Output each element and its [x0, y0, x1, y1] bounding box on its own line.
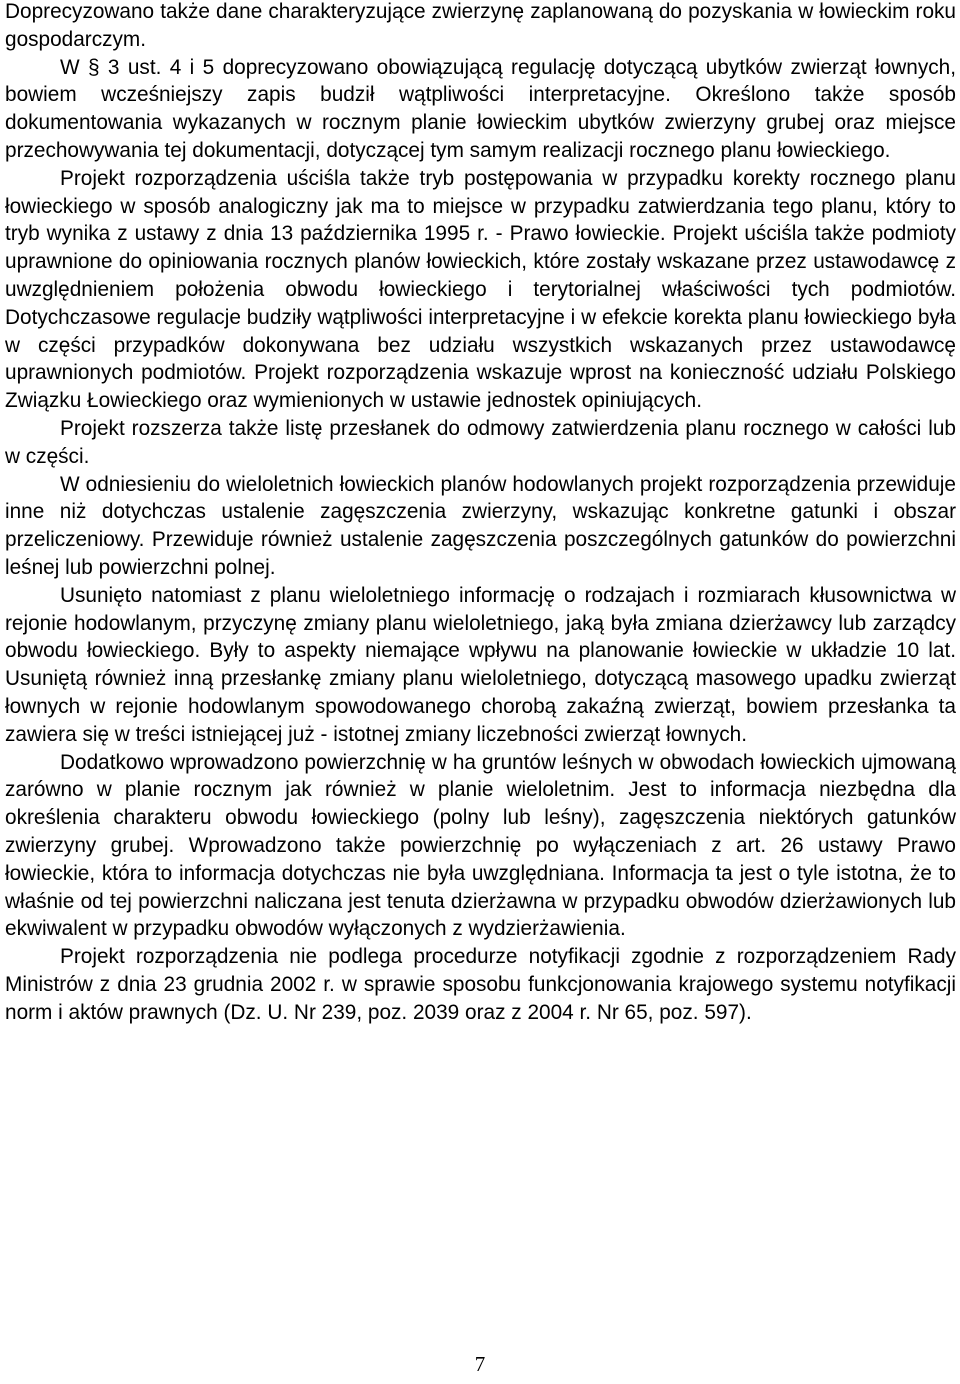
paragraph-4: Projekt rozszerza także listę przesłanek do odmowy zatwierdzenia planu rocznego w całości lub w części. [5, 416, 956, 468]
paragraph-6: Usunięto natomiast z planu wieloletniego informację o rodzajach i rozmiarach kłusownictwa w rejonie hodowlanym, przyczynę zmiany planu wieloletniego, jaką była zmiana dzierżawcy lub zarządcy obwodu łowieckiego. Były to aspekty niemające wpływu na planowanie łowieckie w układzie 10 lat. Usuniętą również inną przesłankę zmiany planu wieloletniego, dotyczącą masowego upadku zwierząt łownych w rejonie hodowlanym spowodowanego chorobą zakaźną zwierząt, bowiem przesłanka ta zawiera się w treści istniejącej już - istotnej zmiany liczebności zwierząt łownych. [5, 583, 956, 746]
paragraph-8: Projekt rozporządzenia nie podlega procedurze notyfikacji zgodnie z rozporządzeniem Rady Ministrów z dnia 23 grudnia 2002 r. w sprawie sposobu funkcjonowania krajowego systemu notyfikacji norm i aktów prawnych (Dz. U. Nr 239, poz. 2039 oraz z 2004 r. Nr 65, poz. 597). [5, 945, 956, 1024]
page-number: 7 [474, 1352, 486, 1376]
paragraph-7: Dodatkowo wprowadzono powierzchnię w ha gruntów leśnych w obwodach łowieckich ujmowaną zarówno w planie rocznym jak również w planie wieloletnim. Jest to informacja niezbędna dla określenia charakteru obwodu łowieckiego (polny lub leśny), zagęszczenia niektórych gatunków zwierzyny grubej. Wprowadzono także powierzchnię po wyłączeniach z art. 26 ustawy Prawo łowieckie, która to informacja dotychczas nie była uwzględniana. Informacja ta jest o tyle istotna, że to właśnie od tej powierzchni naliczana jest tenuta dzierżawna w przypadku obwodów dzierżawionych lub ekwiwalent w przypadku obwodów wyłączonych z wydzierżawienia. [5, 750, 956, 941]
paragraph-5: W odniesieniu do wieloletnich łowieckich planów hodowlanych projekt rozporządzenia przewiduje inne niż dotychczas ustalenie zagęszczenia zwierzyny, wskazując konkretne gatunki i obszar przeliczeniowy. Przewiduje również ustalenie zagęszczenia poszczególnych gatunków do powierzchni leśnej lub powierzchni polnej. [5, 472, 956, 579]
document-body [5, 0, 956, 1026]
paragraph-1: Doprecyzowano także dane charakteryzujące zwierzynę zaplanowaną do pozyskania w łowieckim roku gospodarczym. [5, 0, 956, 51]
paragraph-3: Projekt rozporządzenia uściśla także tryb postępowania w przypadku korekty rocznego planu łowieckiego w sposób analogiczny jak ma to miejsce w przypadku zatwierdzania tego planu, który to tryb wynika z ustawy z dnia 13 października 1995 r. - Prawo łowieckie. Projekt uściśla także podmioty uprawnione do opiniowania rocznych planów łowieckich, które zostały wskazane przez ustawodawcę z uwzględnieniem położenia obwodu łowieckiego i terytorialnej właściwości tych podmiotów. Dotychczasowe regulacje budziły wątpliwości interpretacyjne i w efekcie korekta planu łowieckiego była w części przypadków dokonywana bez udziału wszystkich wskazanych przez ustawodawcę uprawnionych podmiotów. Projekt rozporządzenia wskazuje wprost na konieczność udziału Polskiego Związku Łowieckiego oraz wymienionych w ustawie jednostek opiniujących. [5, 166, 956, 413]
paragraph-2: W § 3 ust. 4 i 5 doprecyzowano obowiązującą regulację dotyczącą ubytków zwierząt łownych, bowiem wcześniejszy zapis budził wątpliwości interpretacyjne. Określono także sposób dokumentowania wykazanych w rocznym planie łowieckim ubytków zwierzyny grubej oraz miejsce przechowywania tej dokumentacji, dotyczącej tym samym realizacji rocznego planu łowieckiego. [5, 55, 956, 162]
